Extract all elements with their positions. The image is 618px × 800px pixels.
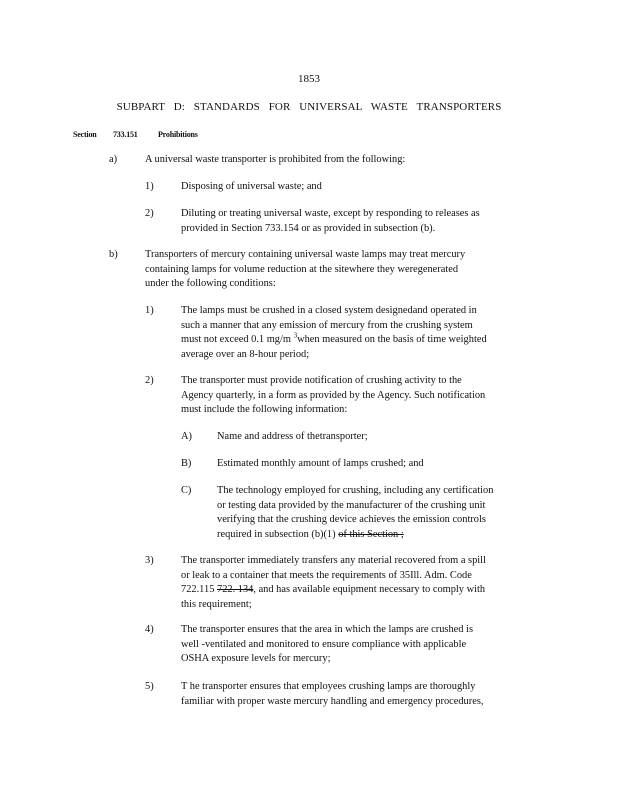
item-b4-text: The transporter ensures that the area in which the lamps are crushed is well -ventilated and monitored to ensure compliance with applicable OSHA exposure levels for mercury; xyxy=(181,624,473,665)
section-word: Section xyxy=(73,130,97,139)
item-b2C-text: The technology employed for crushing, including any certification or testing data provided by the manufacturer of the crushing unit verifying that the crushing device achieves the emission controls required in subsection (b)(1) of this Section ; xyxy=(217,485,494,540)
subsection-a-text: A universal waste transporter is prohibited from the following: xyxy=(145,154,406,165)
subpart-heading: SUBPART D: STANDARDS FOR UNIVERSAL WASTE TRANSPORTERS xyxy=(116,101,502,113)
item-b2-text: The transporter must provide notification of crushing activity to the Agency quarterly, in a form as provided by the Agency. Such notification must include the following information: xyxy=(181,375,486,416)
item-a2-label: 2) xyxy=(145,208,154,219)
struck-text: 722. 134 xyxy=(217,584,254,596)
item-b2A-text: Name and address of thetransporter; xyxy=(217,431,368,442)
subsection-b-label: b) xyxy=(109,249,118,260)
section-title: Prohibitions xyxy=(158,130,198,139)
item-b2B-label: B) xyxy=(181,458,192,469)
item-b1-text: The lamps must be crushed in a closed system designedand operated in such a manner that any emission of mercury from the crushing system must not exceed 0.1 mg/m $^3$when measured on the basis of time weighted average over an 8-hour period; xyxy=(181,305,487,360)
item-b5-text: T he transporter ensures that employees crushing lamps are thoroughly familiar with proper waste mercury handling and emergency procedures, xyxy=(181,681,484,707)
item-b5-label: 5) xyxy=(145,681,154,692)
subsection-b-text: Transporters of mercury containing universal waste lamps may treat mercury containing lamps for volume reduction at the sitewhere they weregenerated under the following conditions: xyxy=(145,249,466,290)
item-b3-text: The transporter immediately transfers any material recovered from a spill or leak to a container that meets the requirements of 35Ill. Adm. Code 722.115 722. 134, and has available equipment necessary to comply with this requirement; xyxy=(181,555,486,610)
item-b1-label: 1) xyxy=(145,305,154,316)
item-a1-text: Disposing of universal waste; and xyxy=(181,181,322,192)
item-b2A-label: A) xyxy=(181,431,192,442)
section-number: 733.151 xyxy=(113,130,138,139)
item-a1-label: 1) xyxy=(145,181,154,192)
page-number: 1853 xyxy=(298,73,320,85)
item-b4-label: 4) xyxy=(145,624,154,635)
item-b2B-text: Estimated monthly amount of lamps crushed; and xyxy=(217,458,424,469)
item-b3-label: 3) xyxy=(145,555,154,566)
subsection-a-label: a) xyxy=(109,154,118,165)
item-b2-label: 2) xyxy=(145,375,154,386)
item-b2C-label: C) xyxy=(181,485,192,496)
item-a2-text: Diluting or treating universal waste, except by responding to releases as provided in Section 733.154 or as provided in subsection (b). xyxy=(181,208,480,234)
struck-text: of this Section ; xyxy=(338,528,404,540)
